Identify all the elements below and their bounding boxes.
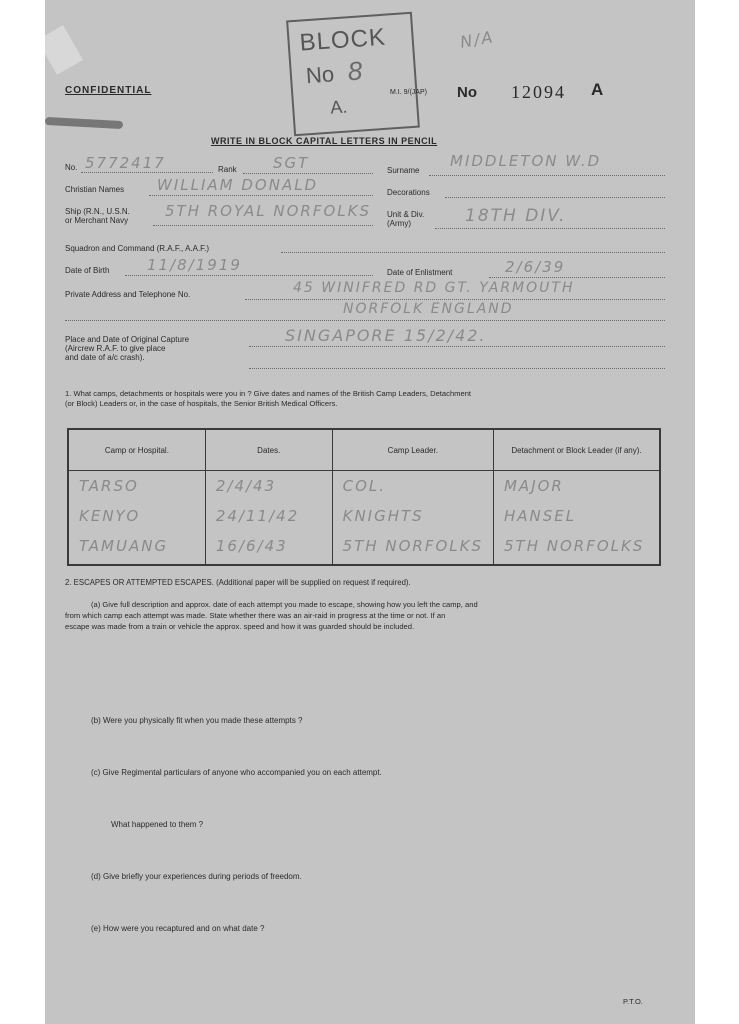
- squadron-label: Squadron and Command (R.A.F., A.A.F.): [65, 244, 210, 253]
- q1-text-1: 1. What camps, detachments or hospitals were you in ? Give dates and names of the British Camp Leaders, Detachment: [65, 389, 472, 398]
- unit-label-2: (Army): [387, 219, 411, 228]
- q2-heading: 2. ESCAPES OR ATTEMPTED ESCAPES. (Additional paper will be supplied on request if required).: [65, 578, 411, 587]
- surname-label: Surname: [387, 166, 420, 175]
- q2-a-line-1: (a) Give full description and approx. date of each attempt you made to escape, showing how you left the camp, and: [91, 600, 478, 609]
- capture-label-1: Place and Date of Original Capture: [65, 335, 190, 344]
- col-detachment-leader: Detachment or Block Leader (if any).: [493, 429, 660, 471]
- no-value: 5772417: [85, 154, 166, 172]
- q2-e: (e) How were you recaptured and on what date ?: [91, 924, 265, 933]
- capture-label-2: (Aircrew R.A.F. to give place: [65, 344, 166, 353]
- camp-cell: [68, 471, 205, 566]
- christian-names-line: [149, 195, 373, 196]
- q1-text-2: (or Block) Leaders or, in the case of hospitals, the Senior British Medical Officers.: [65, 399, 338, 408]
- form-code: M.I. 9/(JAP): [390, 89, 427, 96]
- camp-date: 16/6/43: [215, 537, 288, 555]
- no-label: No.: [65, 163, 78, 172]
- camp-date: 2/4/43: [215, 477, 277, 495]
- pto-label: P.T.O.: [623, 997, 643, 1006]
- rank-value: SGT: [273, 154, 310, 172]
- ship-label-1: Ship (R.N., U.S.N.: [65, 207, 130, 216]
- serial-no-label: No: [457, 84, 477, 101]
- q2-b: (b) Were you physically fit when you made these attempts ?: [91, 716, 303, 725]
- dob-label: Date of Birth: [65, 266, 110, 275]
- dob-line: [125, 275, 373, 276]
- dates-cell: [205, 471, 332, 566]
- surname-value: MIDDLETON W.D: [450, 152, 602, 170]
- unit-label-1: Unit & Div.: [387, 210, 425, 219]
- serial-number: 12094: [511, 82, 566, 102]
- ship-value: 5TH ROYAL NORFOLKS: [165, 202, 371, 220]
- stamp-number: 8: [346, 55, 364, 87]
- no-line: [81, 172, 213, 173]
- camp-leader: COL.: [342, 477, 387, 495]
- enlistment-label: Date of Enlistment: [387, 268, 453, 277]
- camp-leader: KNIGHTS: [342, 507, 424, 525]
- enlistment-line: [489, 277, 665, 278]
- squadron-line: [281, 252, 665, 253]
- camp-name: TARSO: [79, 477, 139, 495]
- ship-line: [153, 225, 373, 226]
- rank-line: [243, 173, 373, 174]
- capture-line-1: [249, 346, 665, 347]
- serial-suffix: A: [591, 80, 604, 99]
- camp-leader: 5TH NORFOLKS: [342, 537, 483, 555]
- address-value-2: NORFOLK ENGLAND: [343, 301, 514, 317]
- address-label: Private Address and Telephone No.: [65, 290, 191, 299]
- q2-c-follow: What happened to them ?: [111, 820, 204, 829]
- table-row: [68, 471, 660, 566]
- block-stamp: [286, 12, 420, 137]
- capture-value: SINGAPORE 15/2/42.: [285, 326, 487, 345]
- confidential-label: CONFIDENTIAL: [65, 85, 152, 96]
- detachment-leader: HANSEL: [503, 507, 577, 525]
- paper-tear: [45, 25, 83, 75]
- camp-name: TAMUANG: [79, 537, 169, 555]
- q2-a-line-3: escape was made from a train or vehicle the approx. speed and how it was guarded should be included.: [65, 622, 415, 631]
- dob-value: 11/8/1919: [147, 256, 242, 274]
- unit-line: [435, 228, 665, 229]
- detachment-leader: MAJOR: [503, 477, 564, 495]
- camps-table-header: [68, 429, 660, 471]
- col-dates: Dates.: [205, 429, 332, 471]
- document-sheet: [45, 0, 695, 1024]
- ship-label-2: or Merchant Navy: [65, 216, 129, 225]
- address-line-1: [245, 299, 665, 300]
- capture-label-3: and date of a/c crash).: [65, 353, 145, 362]
- form-instruction: WRITE IN BLOCK CAPITAL LETTERS IN PENCIL: [211, 136, 438, 146]
- decorations-line: [445, 197, 665, 198]
- detachment-leader: 5TH NORFOLKS: [503, 537, 645, 555]
- col-camp-hospital: Camp or Hospital.: [68, 429, 205, 471]
- leader-cell: [332, 471, 493, 566]
- address-value-1: 45 WINIFRED RD GT. YARMOUTH: [293, 280, 575, 296]
- stamp-suffix: A.: [329, 96, 348, 118]
- enlistment-value: 2/6/39: [505, 258, 566, 276]
- rank-label: Rank: [218, 165, 237, 174]
- treasury-tag: [45, 117, 123, 129]
- unit-value: 18TH DIV.: [465, 206, 567, 226]
- decorations-label: Decorations: [387, 188, 430, 197]
- surname-line: [429, 175, 665, 176]
- col-camp-leader: Camp Leader.: [332, 429, 493, 471]
- camp-date: 24/11/42: [215, 507, 300, 525]
- christian-names-value: WILLIAM DONALD: [157, 176, 319, 194]
- q2-c: (c) Give Regimental particulars of anyone who accompanied you on each attempt.: [91, 768, 382, 777]
- camps-table: [67, 428, 661, 566]
- pencil-note: N/A: [458, 27, 496, 52]
- address-line-2: [65, 320, 665, 321]
- q2-a-line-2: from which camp each attempt was made. State whether there was an air-raid in progress at the time or not. If an: [65, 611, 446, 620]
- stamp-block: BLOCK: [298, 23, 387, 57]
- camp-name: KENYO: [79, 507, 141, 525]
- detachment-cell: [493, 471, 660, 566]
- capture-line-2: [249, 368, 665, 369]
- stamp-no: No: [305, 61, 335, 89]
- q2-d: (d) Give briefly your experiences during periods of freedom.: [91, 872, 302, 881]
- christian-names-label: Christian Names: [65, 185, 125, 194]
